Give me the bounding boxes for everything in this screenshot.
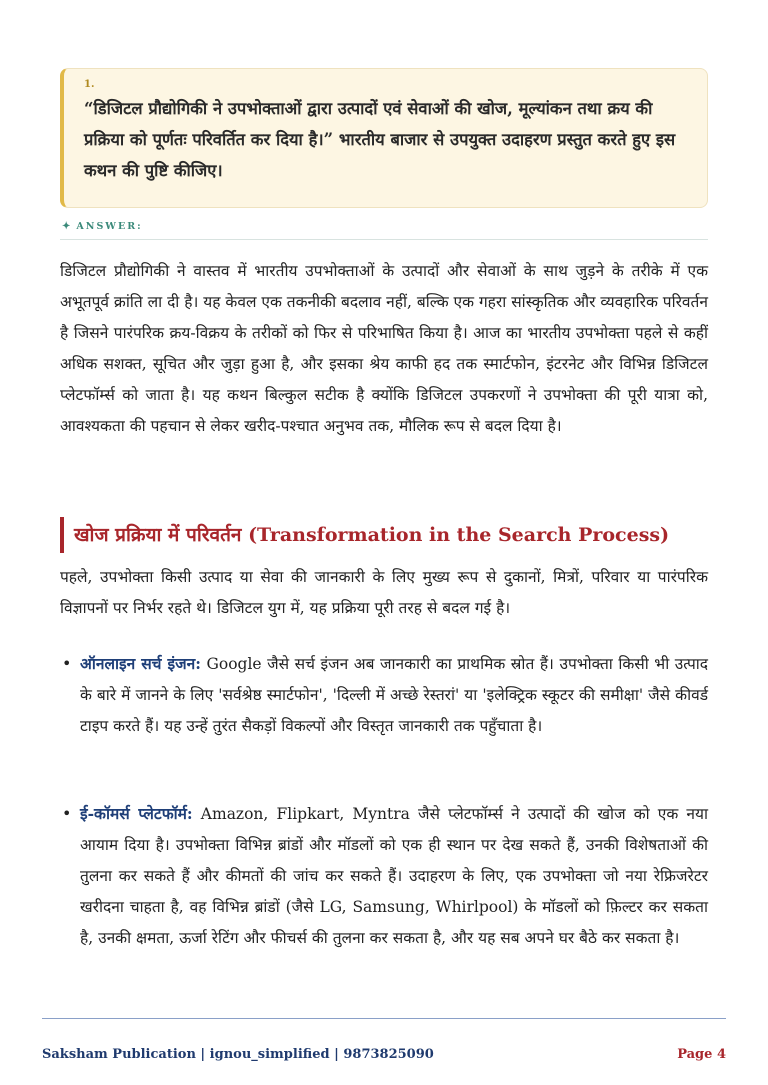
answer-label-text: ANSWER:	[76, 221, 143, 232]
footer-divider	[42, 1018, 726, 1019]
bullet-list	[60, 798, 708, 954]
bullet-term: ई-कॉमर्स प्लेटफॉर्म:	[80, 804, 193, 823]
question-text: “डिजिटल प्रौद्योगिकी ने उपभोक्ताओं द्वारा उत्पादों एवं सेवाओं की खोज, मूल्यांकन तथा क्रय की प्रक्रिया को पूर्णतः परिवर्तित कर दिया है।” भारतीय बाजार से उपयुक्त उदाहरण प्रस्तुत करते हुए इस कथन की पुष्टि कीजिए।	[84, 99, 676, 180]
question-number: 1.	[84, 79, 95, 90]
bullet-text: Amazon, Flipkart, Myntra जैसे प्लेटफॉर्म्स ने उत्पादों की खोज को एक नया आयाम दिया है। उपभोक्ता विभिन्न ब्रांडों और मॉडलों को एक ही स्थान पर देख सकते हैं, उनकी विशेषताओं की तुलना कर सकते हैं और कीमतों की जांच कर सकते हैं। उदाहरण के लिए, एक उपभोक्ता जो नया रेफ्रिजरेटर खरीदना चाहता है, वह विभिन्न ब्रांडों (जैसे LG, Samsung, Whirlpool) के मॉडलों को फ़िल्टर कर सकता है, उनकी क्षमता, ऊर्जा रेटिंग और फीचर्स की तुलना कर सकता है, और यह सब अपने घर बैठे कर सकता है।	[80, 805, 708, 947]
section-heading: खोज प्रक्रिया में परिवर्तन (Transformation in the Search Process)	[60, 517, 708, 553]
page-number: Page 4	[677, 1047, 726, 1062]
question-box	[60, 68, 708, 208]
bullet-icon: •	[62, 804, 72, 823]
answer-label	[62, 221, 143, 232]
bullet-icon: •	[62, 654, 72, 673]
bullet-term: ऑनलाइन सर्च इंजन:	[80, 654, 201, 673]
bullet-text: Google जैसे सर्च इंजन अब जानकारी का प्राथमिक स्रोत हैं। उपभोक्ता किसी भी उत्पाद के बारे में जानने के लिए 'सर्वश्रेष्ठ स्मार्टफोन', 'दिल्ली में अच्छे रेस्तरां' या 'इलेक्ट्रिक स्कूटर की समीक्षा' जैसे कीवर्ड टाइप करते हैं। यह उन्हें तुरंत सैकड़ों विकल्पों और विस्तृत जानकारी तक पहुँचाता है।	[80, 655, 709, 735]
diamond-icon: ✦	[62, 221, 73, 232]
intro-paragraph: डिजिटल प्रौद्योगिकी ने वास्तव में भारतीय उपभोक्ताओं के उत्पादों और सेवाओं के साथ जुड़ने के तरीके में एक अभूतपूर्व क्रांति ला दी है। यह केवल एक तकनीकी बदलाव नहीं, बल्कि एक गहरा सांस्कृतिक और व्यवहारिक परिवर्तन है जिसने पारंपरिक क्रय-विक्रय के तरीकों को फिर से परिभाषित किया है। आज का भारतीय उपभोक्ता पहले से कहीं अधिक सशक्त, सूचित और जुड़ा हुआ है, और इसका श्रेय काफी हद तक स्मार्टफोन, इंटरनेट और विभिन्न डिजिटल प्लेटफॉर्म्स को जाता है। यह कथन बिल्कुल सटीक है क्योंकि डिजिटल उपकरणों ने उपभोक्ता की पूरी यात्रा को, आवश्यकता की पहचान से लेकर खरीद-पश्चात अनुभव तक, मौलिक रूप से बदल दिया है।	[60, 262, 708, 435]
list-item	[60, 798, 708, 954]
section-paragraph: पहले, उपभोक्ता किसी उत्पाद या सेवा की जानकारी के लिए मुख्य रूप से दुकानों, मित्रों, परिवार या पारंपरिक विज्ञापनों पर निर्भर रहते थे। डिजिटल युग में, यह प्रक्रिया पूरी तरह से बदल गई है।	[60, 568, 708, 617]
footer-publisher: Saksham Publication | ignou_simplified | 9873825090	[42, 1047, 434, 1062]
bullet-list	[60, 648, 708, 742]
list-item	[60, 648, 708, 742]
answer-divider	[60, 239, 708, 240]
